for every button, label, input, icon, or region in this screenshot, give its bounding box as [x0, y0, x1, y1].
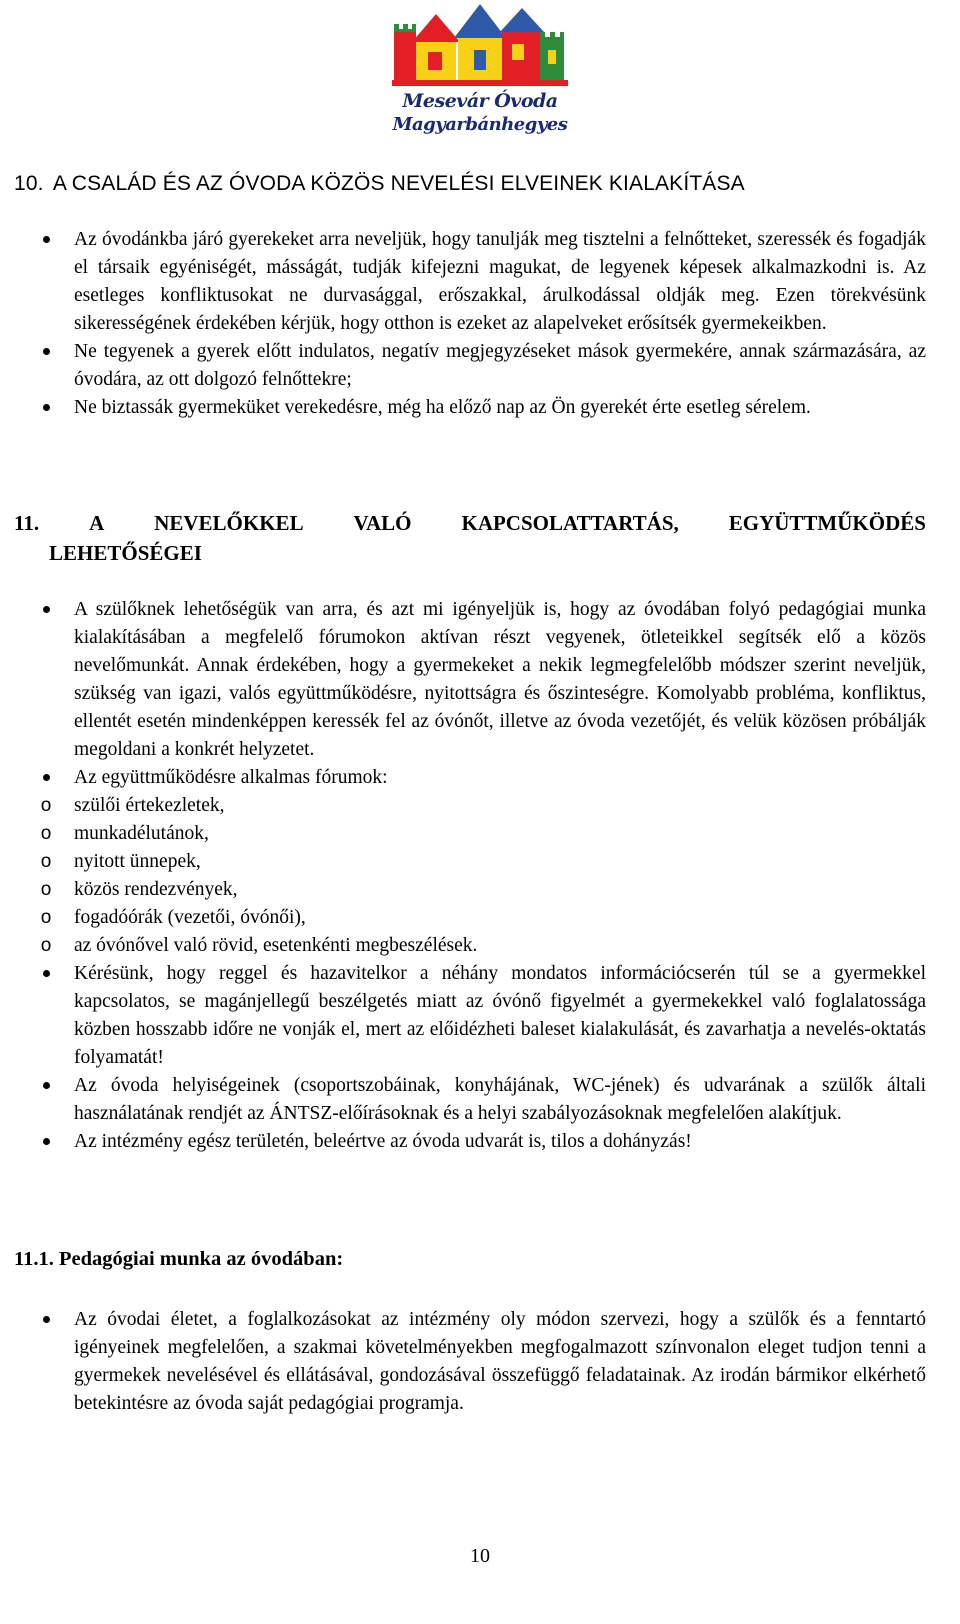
logo-place: Magyarbánhegyes [392, 114, 568, 135]
circle-bullet-icon: o [40, 879, 52, 900]
sub-list-item [0, 876, 926, 904]
sub-list-item [0, 792, 926, 820]
section-11-1-list [0, 1306, 960, 1418]
sub-list-item-text: nyitott ünnepek, [74, 851, 201, 872]
sub-list-item [0, 820, 926, 848]
sub-list-item-text: az óvónővel való rövid, esetenkénti megbeszélések. [74, 935, 478, 956]
circle-bullet-icon: o [40, 935, 52, 956]
list-item-text: Az óvoda helyiségeinek (csoportszobáinak, konyhájának, WC-jének) és udvarának a szülők általi használatának rendjét az ÁNTSZ-előírásoknak és a helyi szabályozásoknak megfelelően alakítjuk. [74, 1075, 926, 1124]
section-10-list [0, 226, 960, 422]
section-11-title-word: A [89, 511, 105, 535]
circle-bullet-icon: o [40, 851, 52, 872]
list-item [0, 338, 926, 394]
section-11-list [0, 596, 960, 1156]
list-item [0, 1306, 926, 1418]
list-item [0, 596, 926, 764]
section-10-heading [14, 172, 914, 196]
sub-list-item-text: közös rendezvények, [74, 879, 238, 900]
list-item-text: Az óvodai életet, a foglalkozásokat az intézmény oly módon szervezi, hogy a szülők és a fenntartó igényeinek megfelelően, a szakmai követelményekben megfogalmazott színvonalon eleget tudjon tenni a gyermekek nevelésével és ellátásával, gondozásával összefüggő feladatainak. Az irodán bármikor elkérhető betekintésre az óvoda saját pedagógiai programja. [74, 1309, 926, 1414]
list-item [0, 764, 926, 792]
list-item-text: Ne tegyenek a gyerek előtt indulatos, negatív megjegyzéseket mások gyermekére, annak származására, az óvodára, az ott dolgozó felnőttekre; [74, 341, 926, 390]
circle-bullet-icon: o [40, 823, 52, 844]
bullet-icon [36, 1128, 56, 1156]
list-item [0, 394, 926, 422]
list-item [0, 226, 926, 338]
list-item [0, 960, 926, 1072]
sub-list-item [0, 848, 926, 876]
section-10-title: A CSALÁD ÉS AZ ÓVODA KÖZÖS NEVELÉSI ELVEINEK KIALAKÍTÁSA [52, 172, 745, 195]
section-11-heading [14, 508, 926, 568]
bullet-icon [36, 226, 56, 254]
sub-list-item [0, 932, 926, 960]
bullet-icon [36, 764, 56, 792]
sub-list-item-text: szülői értekezletek, [74, 795, 225, 816]
bullet-icon [36, 1306, 56, 1334]
list-item-text: A szülőknek lehetőségük van arra, és azt mi igényeljük is, hogy az óvodában folyó pedagógiai munka kialakításában a megfelelő fórumokon aktívan részt vegyenek, ötleteikkel segítsék elő a közös nevelőmunkát. Annak érdekében, hogy a gyermekeket a nekik legmegfelelőbb módszer szerint neveljük, szükség van igazi, valós együttműködésre, nyitottságra és őszinteségre. Komolyabb probléma, konfliktus, ellentét esetén mindenképpen keressék fel az óvónőt, illetve az óvoda vezetőjét, és velük közösen próbálják megoldani a konkrét helyzetet. [74, 599, 926, 760]
list-item [0, 1072, 926, 1128]
section-11-title-word: KAPCSOLATTARTÁS, [461, 511, 679, 535]
castle-logo-icon [392, 2, 568, 92]
section-11-title-word: NEVELŐKKEL [154, 511, 304, 535]
logo-name: Mesevár Óvoda [402, 90, 558, 112]
bullet-icon [36, 1072, 56, 1100]
bullet-icon [36, 596, 56, 624]
sub-list-item [0, 904, 926, 932]
logo [392, 2, 568, 142]
list-item [0, 1128, 926, 1156]
circle-bullet-icon: o [40, 795, 52, 816]
section-11-title-word: VALÓ [353, 511, 412, 535]
list-item-text: Ne biztassák gyermeküket verekedésre, még ha előző nap az Ön gyerekét érte esetleg sérelem. [74, 397, 811, 418]
page-number: 10 [470, 1545, 490, 1567]
list-item-text: Kérésünk, hogy reggel és hazavitelkor a néhány mondatos információcserén túl se a gyermekkel kapcsolatos, se magánjellegű beszélgetés miatt az óvónő figyelmét a gyermekekkel való foglalatossága közben hosszabb időre ne vonják el, mert az előidézheti baleset kialakulását, és zavarhatja a nevelés-oktatás folyamatát! [74, 963, 926, 1068]
bullet-icon [36, 394, 56, 422]
sub-list-item-text: munkadélutánok, [74, 823, 209, 844]
bullet-icon [36, 338, 56, 366]
section-11-title-word: EGYÜTTMŰKÖDÉS [728, 511, 926, 535]
list-item-text: Az óvodánkba járó gyerekeket arra neveljük, hogy tanulják meg tisztelni a felnőtteket, szeressék és fogadják el társaik egyéniségét, másságát, tudják kifejezni magukat, de legyenek képesek alkalmazkodni is. Az esetleges konfliktusokat ne durvasággal, erőszakkal, árulkodással oldják meg. Ezen törekvésünk sikerességének érdekében kérjük, hogy otthon is ezeket az alapelveket erősítsék gyermekeikben. [74, 229, 926, 334]
bullet-icon [36, 960, 56, 988]
section-11-title-line2: LEHETŐSÉGEI [49, 541, 202, 565]
list-item-text: Az intézmény egész területén, beleértve az óvoda udvarát is, tilos a dohányzás! [74, 1131, 692, 1152]
circle-bullet-icon: o [40, 907, 52, 928]
section-11-1-heading: 11.1. Pedagógiai munka az óvodában: [14, 1248, 344, 1270]
list-item-text: Az együttműködésre alkalmas fórumok: [74, 767, 388, 788]
section-10-number: 10. [14, 172, 44, 195]
section-11-number: 11. [14, 511, 40, 535]
sub-list-item-text: fogadóórák (vezetői, óvónői), [74, 907, 306, 928]
